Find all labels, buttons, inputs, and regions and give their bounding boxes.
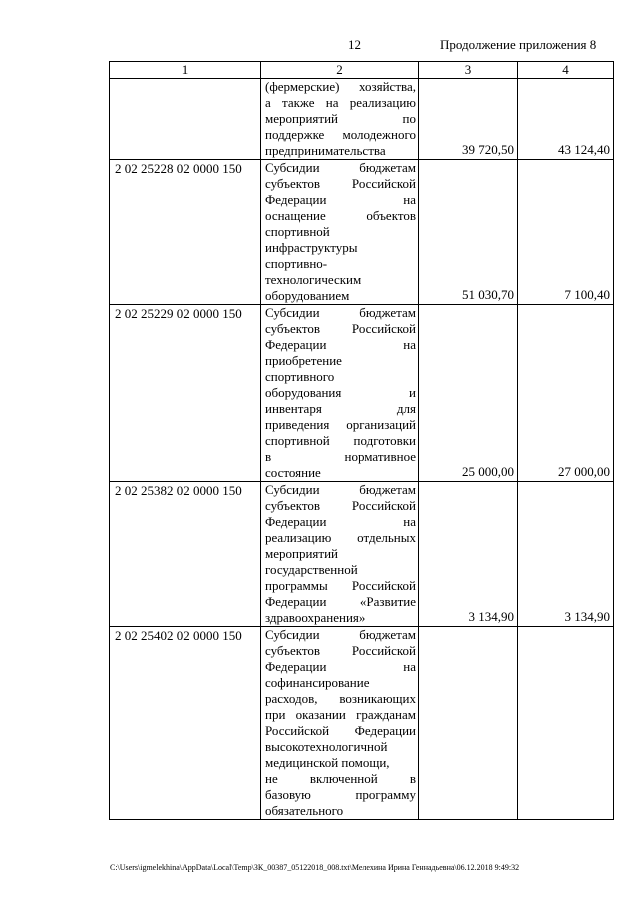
description-line: оборудования и <box>265 385 416 400</box>
description-cell <box>261 482 419 627</box>
description-line: спортивной <box>265 224 330 239</box>
table-row <box>110 482 614 627</box>
description-line: программы Российской <box>265 578 416 593</box>
table-row <box>110 79 614 160</box>
description-line: оснащение объектов <box>265 208 416 223</box>
description-line: мероприятий по <box>265 111 416 126</box>
description-line: состояние <box>265 465 321 480</box>
budget-code-cell: 2 02 25228 02 0000 150 <box>110 160 261 305</box>
budget-code-cell: 2 02 25402 02 0000 150 <box>110 627 261 820</box>
amount-column-4-cell: 7 100,40 <box>518 160 614 305</box>
description-line: субъектов Российской <box>265 176 416 191</box>
description-line: здравоохранения» <box>265 610 366 625</box>
description-line: государственной <box>265 562 358 577</box>
description-line: Российской Федерации <box>265 723 416 738</box>
description-line: Федерации «Развитие <box>265 594 416 609</box>
table-row <box>110 627 614 820</box>
amount-column-3-cell: 39 720,50 <box>419 79 518 160</box>
description-line: Федерации на <box>265 192 416 207</box>
description-line: Федерации на <box>265 337 416 352</box>
description-line: субъектов Российской <box>265 321 416 336</box>
amount-column-4-cell <box>518 627 614 820</box>
description-line: спортивной подготовки <box>265 433 416 448</box>
description-line: спортивного <box>265 369 335 384</box>
description-line: Федерации на <box>265 514 416 529</box>
description-line: базовую программу <box>265 787 416 802</box>
amount-column-4-cell: 43 124,40 <box>518 79 614 160</box>
description-cell <box>261 305 419 482</box>
description-line: предпринимательства <box>265 143 386 158</box>
description-line: технологическим <box>265 272 362 287</box>
column-header-1: 1 <box>110 62 261 79</box>
description-line: реализацию отдельных <box>265 530 416 545</box>
description-line: при оказании гражданам <box>265 707 416 722</box>
column-header-2: 2 <box>261 62 419 79</box>
column-header-4: 4 <box>518 62 614 79</box>
description-line: спортивно- <box>265 256 328 271</box>
description-line: а также на реализацию <box>265 95 416 110</box>
amount-column-4-cell: 27 000,00 <box>518 305 614 482</box>
description-line: Субсидии бюджетам <box>265 305 416 320</box>
column-header-3: 3 <box>419 62 518 79</box>
description-cell <box>261 160 419 305</box>
amount-column-4-cell: 3 134,90 <box>518 482 614 627</box>
amount-column-3-cell: 51 030,70 <box>419 160 518 305</box>
table-row <box>110 305 614 482</box>
description-line: не включенной в <box>265 771 416 786</box>
amount-column-3-cell: 25 000,00 <box>419 305 518 482</box>
budget-code-cell: 2 02 25229 02 0000 150 <box>110 305 261 482</box>
column-header-row <box>110 62 614 79</box>
table-row <box>110 160 614 305</box>
description-line: расходов, возникающих <box>265 691 416 706</box>
description-line: обязательного <box>265 803 344 818</box>
appendix-continuation-label: Продолжение приложения 8 <box>440 37 597 52</box>
description-line: субъектов Российской <box>265 498 416 513</box>
amount-column-3-cell <box>419 627 518 820</box>
description-line: приведения организаций <box>265 417 416 432</box>
description-line: поддержке молодежного <box>265 127 416 142</box>
description-line: высокотехнологичной <box>265 739 388 754</box>
description-line: Субсидии бюджетам <box>265 482 416 497</box>
description-line: медицинской помощи, <box>265 755 390 770</box>
description-line: приобретение <box>265 353 342 368</box>
description-line: инфраструктуры <box>265 240 358 255</box>
description-line: (фермерские) хозяйства, <box>265 79 416 94</box>
file-path-footer: C:\Users\igmelekhina\AppData\Local\Temp\ЗК_00387_05122018_008.txt\Мелехина Ирина Геннадьевна\06.12.2018 9:49:32 <box>110 863 520 872</box>
description-line: Субсидии бюджетам <box>265 627 416 642</box>
description-line: Субсидии бюджетам <box>265 160 416 175</box>
description-line: софинансирование <box>265 675 370 690</box>
page-number: 12 <box>348 37 361 52</box>
budget-code-cell <box>110 79 261 160</box>
budget-table <box>109 61 614 820</box>
description-line: мероприятий <box>265 546 338 561</box>
description-line: в нормативное <box>265 449 416 464</box>
description-cell <box>261 627 419 820</box>
budget-code-cell: 2 02 25382 02 0000 150 <box>110 482 261 627</box>
description-line: субъектов Российской <box>265 643 416 658</box>
description-line: инвентаря для <box>265 401 416 416</box>
description-line: Федерации на <box>265 659 416 674</box>
description-cell <box>261 79 419 160</box>
description-line: оборудованием <box>265 288 350 303</box>
amount-column-3-cell: 3 134,90 <box>419 482 518 627</box>
